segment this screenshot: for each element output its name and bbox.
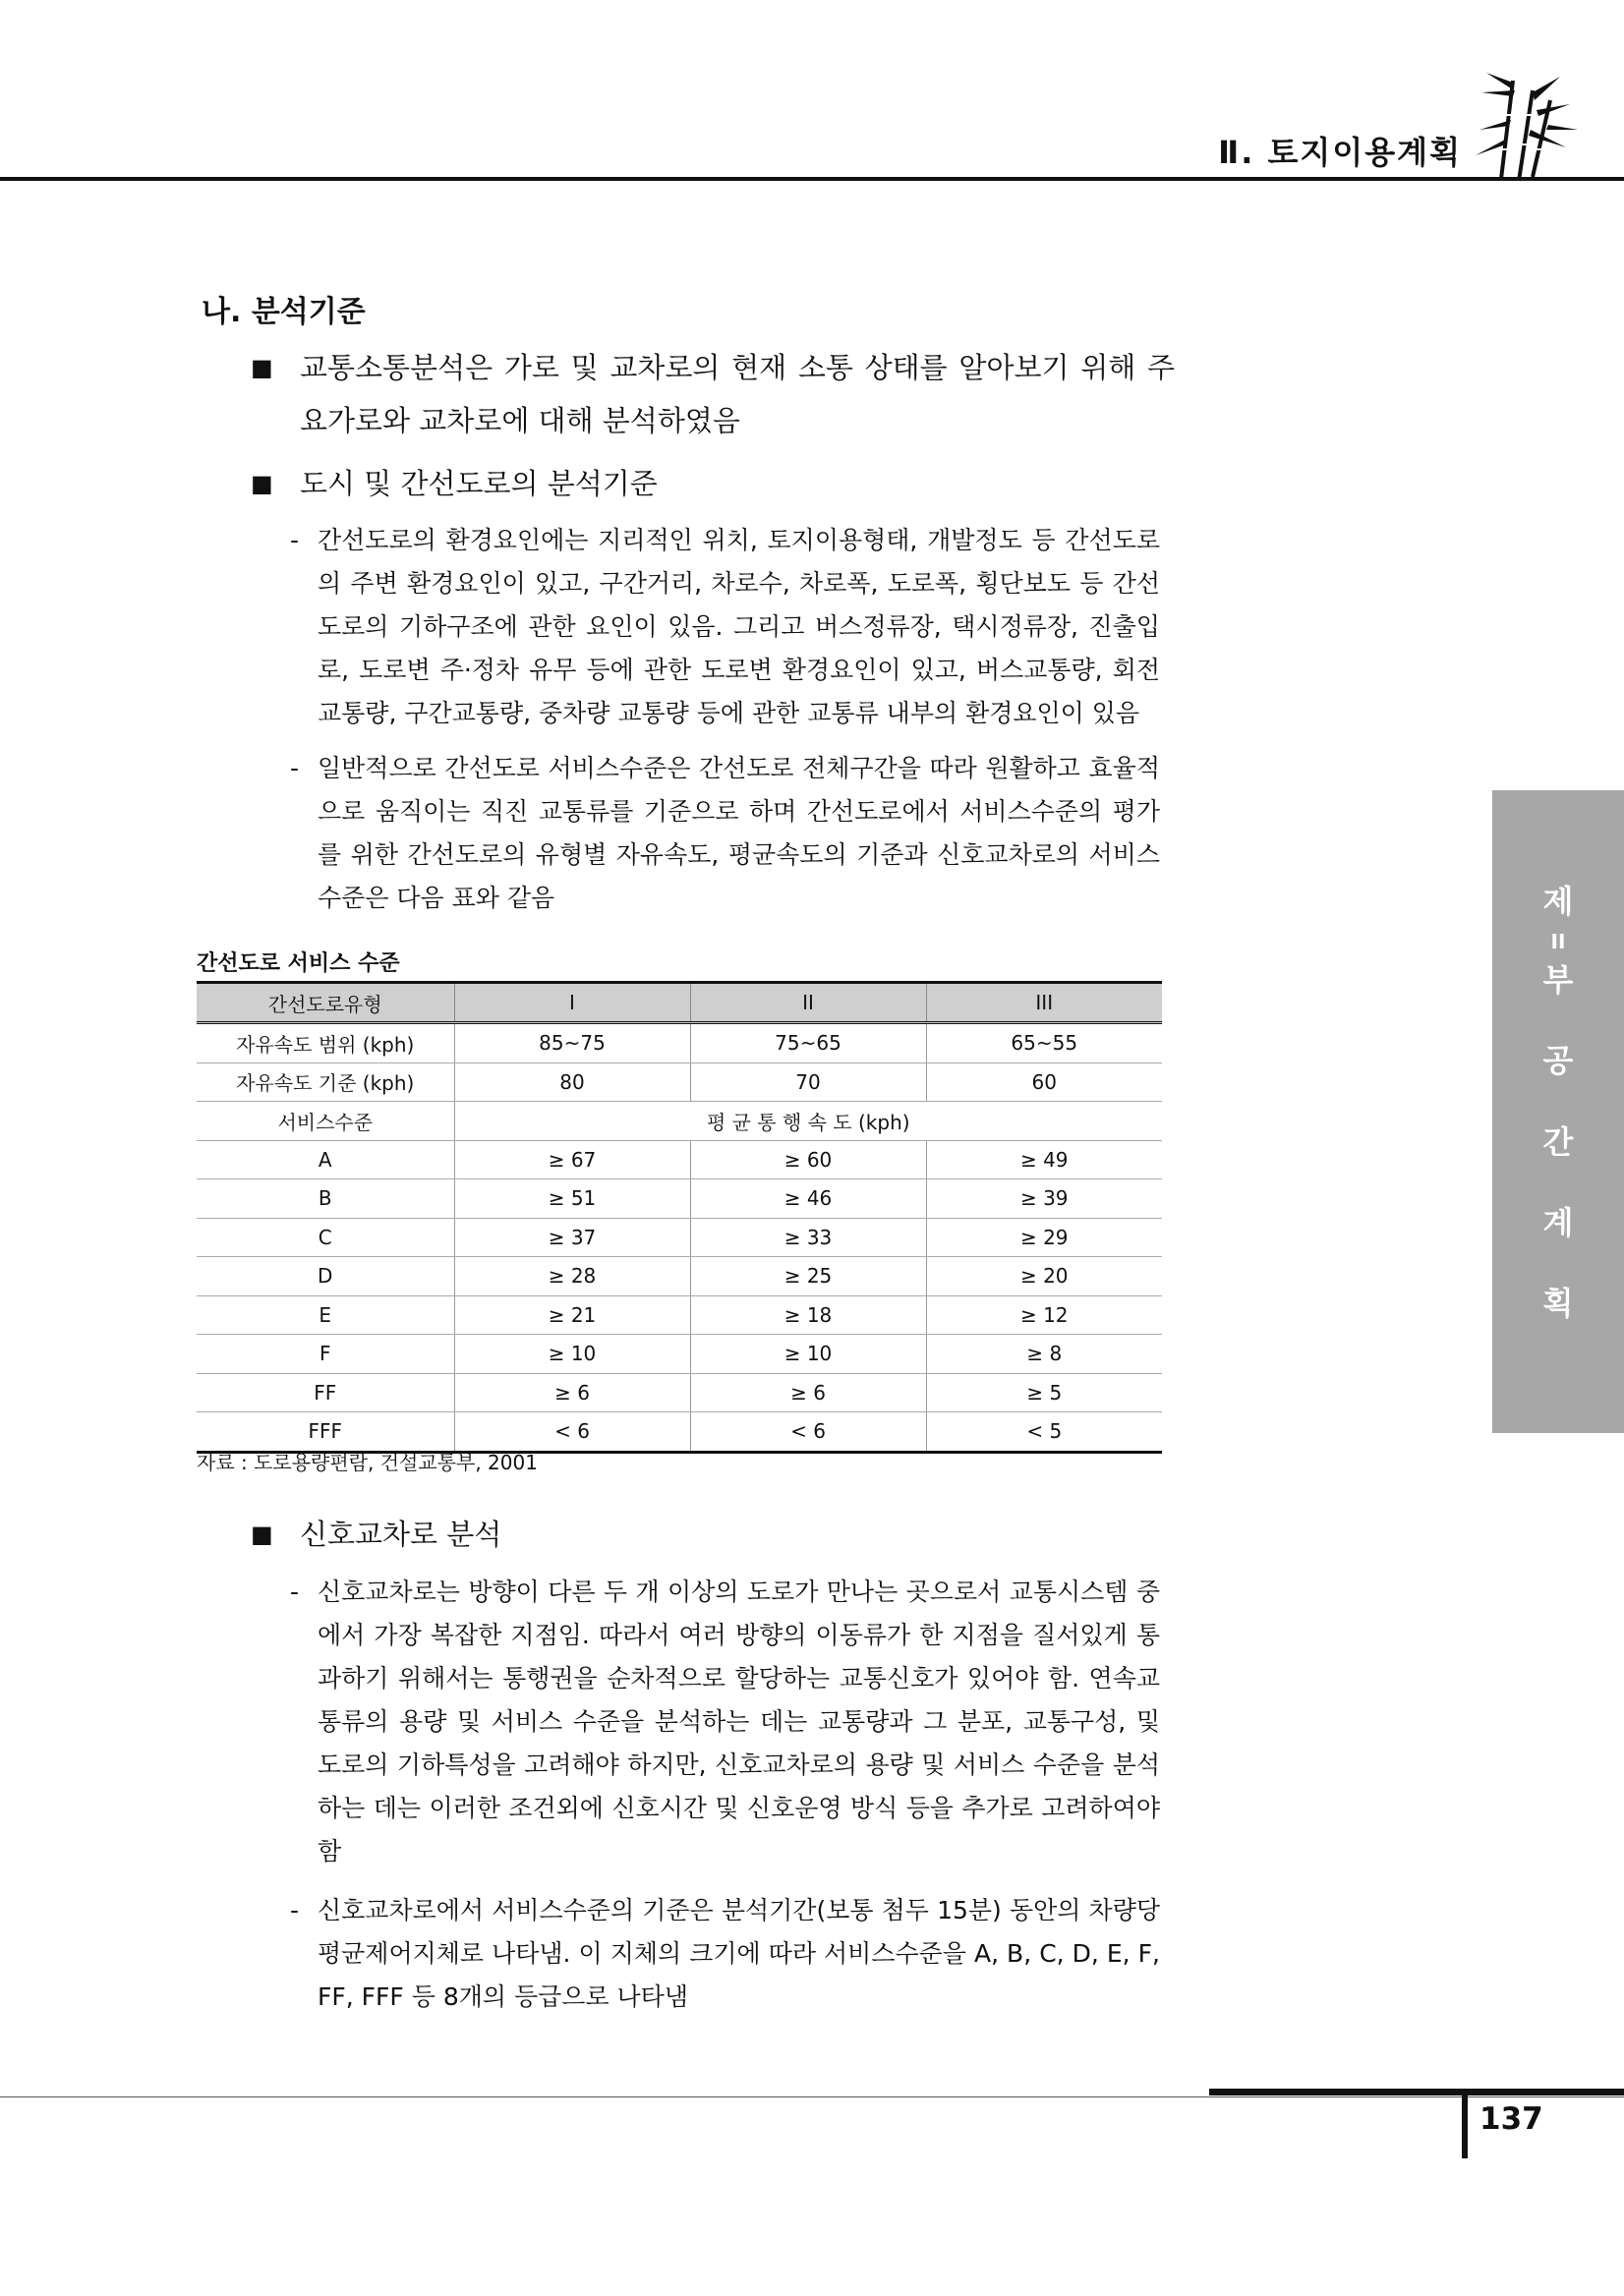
dash-mark: - [290, 1896, 300, 1924]
table-header-cell: 간선도로유형 [197, 983, 454, 1023]
table-header-cell: II [690, 983, 926, 1023]
table-cell: ≥ 6 [690, 1373, 926, 1412]
table-cell: 80 [454, 1062, 690, 1102]
footer-rule [0, 2096, 1624, 2097]
table-cell: 자유속도 기준 (kph) [197, 1062, 454, 1102]
footer-rule-thick [1209, 2089, 1624, 2095]
table-cell: ≥ 51 [454, 1179, 690, 1219]
table-cell: < 5 [926, 1412, 1162, 1453]
footer-divider [1462, 2092, 1468, 2158]
table-row [197, 1218, 1162, 1257]
table-cell: ≥ 10 [690, 1335, 926, 1374]
square-bullet-icon: ■ [251, 354, 273, 381]
dash-item [290, 519, 1160, 735]
table-cell: 75~65 [690, 1023, 926, 1063]
side-tab-char: 공 [1542, 1042, 1574, 1079]
table-row [197, 1257, 1162, 1296]
table-cell: ≥ 60 [690, 1140, 926, 1179]
table-row [197, 1140, 1162, 1179]
table-cell: ≥ 46 [690, 1179, 926, 1219]
table-cell: ≥ 39 [926, 1179, 1162, 1219]
dash-mark: - [290, 754, 300, 782]
table-cell: 85~75 [454, 1023, 690, 1063]
table-cell: ≥ 21 [454, 1295, 690, 1335]
bullet-text: 도시 및 간선도로의 분석기준 [300, 467, 658, 500]
table-cell: ≥ 28 [454, 1257, 690, 1296]
side-tab-char: 제 [1542, 883, 1574, 920]
dash-item [290, 1889, 1160, 2019]
table-cell: 70 [690, 1062, 926, 1102]
table-caption: 간선도로 서비스 수준 [197, 951, 400, 976]
table-cell: 서비스수준 [197, 1102, 454, 1141]
bullet-item [251, 341, 1175, 447]
table-cell: FF [197, 1373, 454, 1412]
dash-text: 신호교차로는 방향이 다른 두 개 이상의 도로가 만나는 곳으로서 교통시스템 중에서 가장 복잡한 지점임. 따라서 여러 방향의 이동류가 한 지점을 질서있게 통과하기 위해서는 통행권을 순차적으로 할당하는 교통신호가 있어야 함. 연속교통류의 용량 및 서비스 수준을 분석하는 데는 교통량과 그 분포, 교통구성, 및 도로의 기하특성을 고려해야 하지만, 신호교차로의 용량 및 서비스 수준을 분석하는 데는 이러한 조건외에 신호시간 및 신호운영 방식 등을 추가로 고려하여야 함 [318, 1578, 1160, 1866]
table-cell: E [197, 1295, 454, 1335]
table-cell: FFF [197, 1412, 454, 1453]
side-tab-char: 획 [1542, 1285, 1574, 1322]
header-rule [0, 177, 1624, 181]
bullet-item [251, 1508, 1175, 1561]
side-tab-char: 간 [1542, 1123, 1574, 1161]
bullet-text: 신호교차로 분석 [300, 1518, 502, 1551]
dash-text: 간선도로의 환경요인에는 지리적인 위치, 토지이용형태, 개발정도 등 간선도로의 주변 환경요인이 있고, 구간거리, 차로수, 차로폭, 도로폭, 횡단보도 등 간선도로의 기하구조에 관한 요인이 있음. 그리고 버스정류장, 택시정류장, 진출입로, 도로변 주·정차 유무 등에 관한 도로변 환경요인이 있고, 버스교통량, 회전교통량, 구간교통량, 중차량 교통량 등에 관한 교통류 내부의 환경요인이 있음 [318, 526, 1160, 727]
side-tab-char: 부 [1542, 961, 1574, 999]
table-header-row [197, 983, 1162, 1023]
service-level-table [197, 981, 1162, 1454]
table-cell: 60 [926, 1062, 1162, 1102]
table-cell: ≥ 37 [454, 1218, 690, 1257]
table-cell: ≥ 29 [926, 1218, 1162, 1257]
table-header-cell: I [454, 983, 690, 1023]
table-cell: 평 균 통 행 속 도 (kph) [454, 1102, 1162, 1141]
table-cell: ≥ 33 [690, 1218, 926, 1257]
table-cell: A [197, 1140, 454, 1179]
side-tab-char: 계 [1542, 1204, 1574, 1241]
table-cell: ≥ 18 [690, 1295, 926, 1335]
table-row [197, 1295, 1162, 1335]
table-cell: ≥ 12 [926, 1295, 1162, 1335]
square-bullet-icon: ■ [251, 470, 273, 497]
table-row [197, 1373, 1162, 1412]
dash-item [290, 1571, 1160, 1873]
side-tab-char: II [1550, 930, 1566, 953]
table-row [197, 1179, 1162, 1219]
bullet-text: 교통소통분석은 가로 및 교차로의 현재 소통 상태를 알아보기 위해 주요가로와 교차로에 대해 분석하였음 [300, 351, 1175, 437]
dash-text: 신호교차로에서 서비스수준의 기준은 분석기간(보통 첨두 15분) 동안의 차량당 평균제어지체로 나타냄. 이 지체의 크기에 따라 서비스수준을 A, B, C, D, E, F, FF, FFF 등 8개의 등급으로 나타냄 [318, 1896, 1160, 2011]
table-cell: < 6 [690, 1412, 926, 1453]
page-number: 137 [1479, 2101, 1543, 2137]
table-row [197, 1062, 1162, 1102]
table-row [197, 1335, 1162, 1374]
table-header-cell: III [926, 983, 1162, 1023]
dash-text: 일반적으로 간선도로 서비스수준은 간선도로 전체구간을 따라 원활하고 효율적으로 움직이는 직진 교통류를 기준으로 하며 간선도로에서 서비스수준의 평가를 위한 간선도로의 유형별 자유속도, 평균속도의 기준과 신호교차로의 서비스수준은 다음 표와 같음 [318, 754, 1160, 912]
table-row [197, 1102, 1162, 1141]
table-source: 자료 : 도로용량편람, 건설교통부, 2001 [197, 1451, 538, 1474]
table-cell: ≥ 6 [454, 1373, 690, 1412]
table-cell: ≥ 10 [454, 1335, 690, 1374]
table-cell: ≥ 67 [454, 1140, 690, 1179]
table-cell: ≥ 5 [926, 1373, 1162, 1412]
section-title: 나. 분석기준 [202, 295, 366, 329]
dash-mark: - [290, 1578, 300, 1606]
table-cell: 65~55 [926, 1023, 1162, 1063]
table-cell: ≥ 20 [926, 1257, 1162, 1296]
table-row [197, 1412, 1162, 1453]
table-cell: B [197, 1179, 454, 1219]
table-cell: < 6 [454, 1412, 690, 1453]
table-cell: F [197, 1335, 454, 1374]
bullet-item [251, 457, 1175, 510]
dash-item [290, 747, 1160, 920]
bamboo-icon [1472, 71, 1580, 184]
dash-mark: - [290, 526, 300, 554]
table-cell: 자유속도 범위 (kph) [197, 1023, 454, 1063]
chapter-side-tab [1492, 790, 1624, 1433]
chapter-title: Ⅱ. 토지이용계획 [1218, 134, 1462, 171]
table-cell: ≥ 8 [926, 1335, 1162, 1374]
square-bullet-icon: ■ [251, 1521, 273, 1548]
table-cell: D [197, 1257, 454, 1296]
table-cell: ≥ 25 [690, 1257, 926, 1296]
table-row [197, 1023, 1162, 1063]
table-cell: C [197, 1218, 454, 1257]
table-cell: ≥ 49 [926, 1140, 1162, 1179]
